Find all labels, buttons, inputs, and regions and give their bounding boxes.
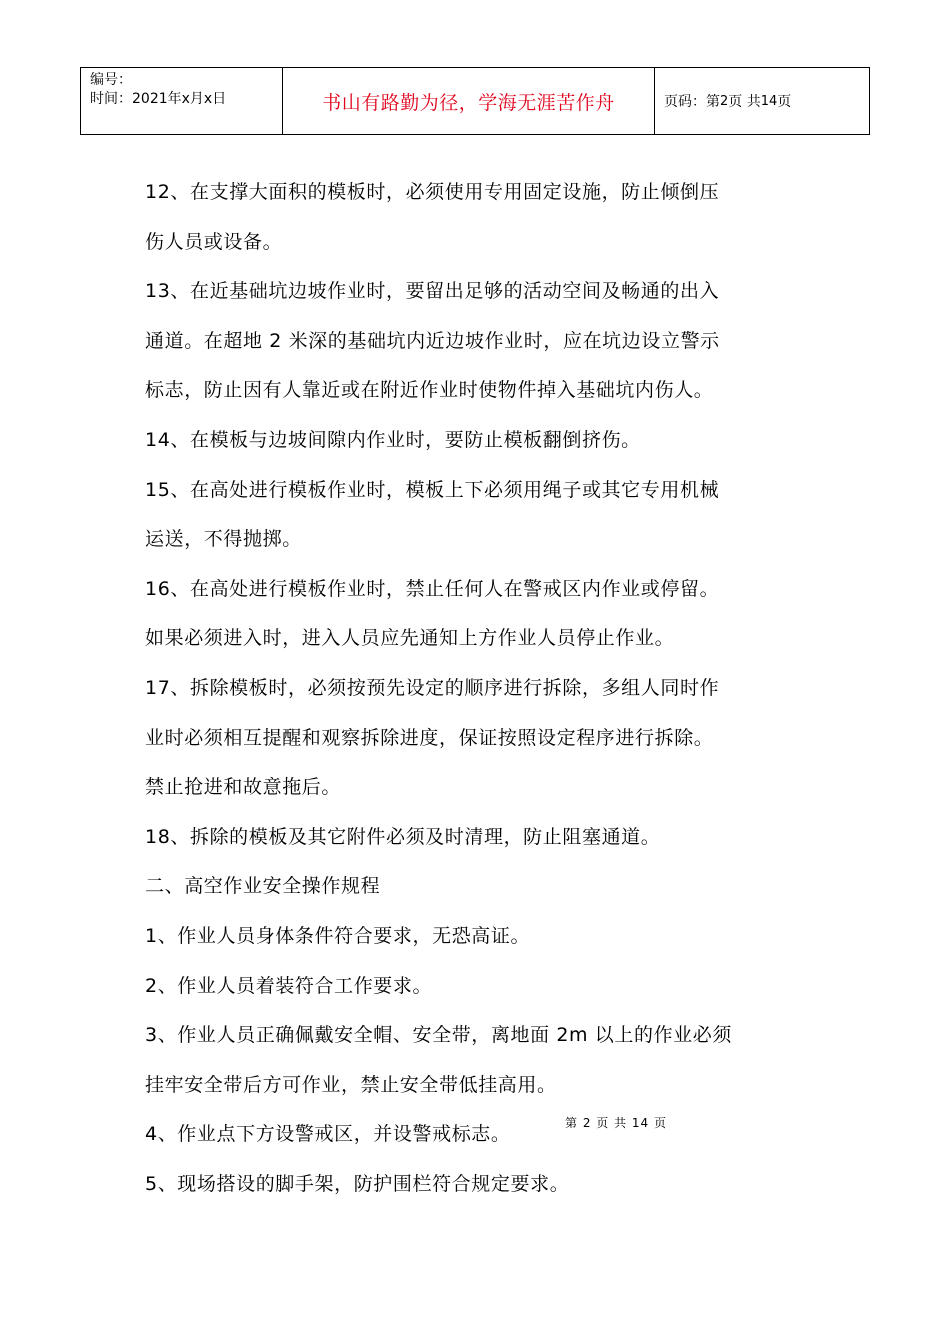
body-line: 禁止抢进和故意拖后。 [145, 776, 342, 799]
page-label-mid: 页 共 [728, 94, 761, 110]
document-header [80, 67, 870, 135]
body-line: 伤人员或设备。 [145, 230, 283, 253]
header-motto: 书山有路勤为径，学海无涯苦作舟 [322, 91, 615, 114]
body-line: 15、在高处进行模板作业时，模板上下必须用绳子或其它专用机械 [145, 478, 720, 501]
body-line: 18、拆除的模板及其它附件必须及时清理，防止阻塞通道。 [145, 825, 661, 848]
header-motto-cell [283, 68, 655, 134]
body-line: 挂牢安全带后方可作业，禁止安全带低挂高用。 [145, 1073, 557, 1096]
header-page-cell [655, 68, 869, 134]
body-line: 17、拆除模板时，必须按预先设定的顺序进行拆除，多组人同时作 [145, 676, 720, 699]
header-meta-cell [81, 68, 283, 134]
body-line: 13、在近基础坑边坡作业时，要留出足够的活动空间及畅通的出入 [145, 280, 720, 303]
section-heading: 二、高空作业安全操作规程 [145, 875, 381, 898]
body-line: 如果必须进入时，进入人员应先通知上方作业人员停止作业。 [145, 627, 675, 650]
body-line: 14、在模板与边坡间隙内作业时，要防止模板翻倒挤伤。 [145, 428, 641, 451]
body-line: 3、作业人员正确佩戴安全帽、安全带，离地面 2m 以上的作业必须 [145, 1024, 732, 1047]
body-line: 运送，不得抛掷。 [145, 528, 302, 551]
body-line: 通道。在超地 2 米深的基础坑内近边坡作业时，应在坑边设立警示 [145, 329, 720, 352]
page-label-prefix: 页码：第 [664, 94, 720, 110]
page-current-number: 2 [720, 93, 729, 109]
body-line: 12、在支撑大面积的模板时，必须使用专用固定设施，防止倾倒压 [145, 181, 720, 203]
body-line: 标志，防止因有人靠近或在附近作业时使物件掉入基础坑内伤人。 [145, 379, 714, 402]
body-line: 5、现场搭设的脚手架，防护围栏符合规定要求。 [145, 1172, 570, 1195]
document-number-label: 编号： [90, 72, 132, 88]
document-body [145, 168, 825, 1209]
body-line: 2、作业人员着装符合工作要求。 [145, 974, 433, 997]
page-label-suffix: 页 [777, 94, 792, 110]
body-line: 4、作业点下方设警戒区，并设警戒标志。 [145, 1123, 511, 1146]
body-line: 业时必须相互提醒和观察拆除进度，保证按照设定程序进行拆除。 [145, 726, 714, 749]
body-line: 1、作业人员身体条件符合要求，无恐高证。 [145, 924, 531, 947]
document-date-label: 时间：2021年x月x日 [90, 91, 227, 107]
body-line: 16、在高处进行模板作业时，禁止任何人在警戒区内作业或停留。 [145, 577, 720, 600]
page-total-number: 14 [760, 93, 778, 109]
page-footer: 第 2 页 共 14 页 [565, 1116, 667, 1130]
